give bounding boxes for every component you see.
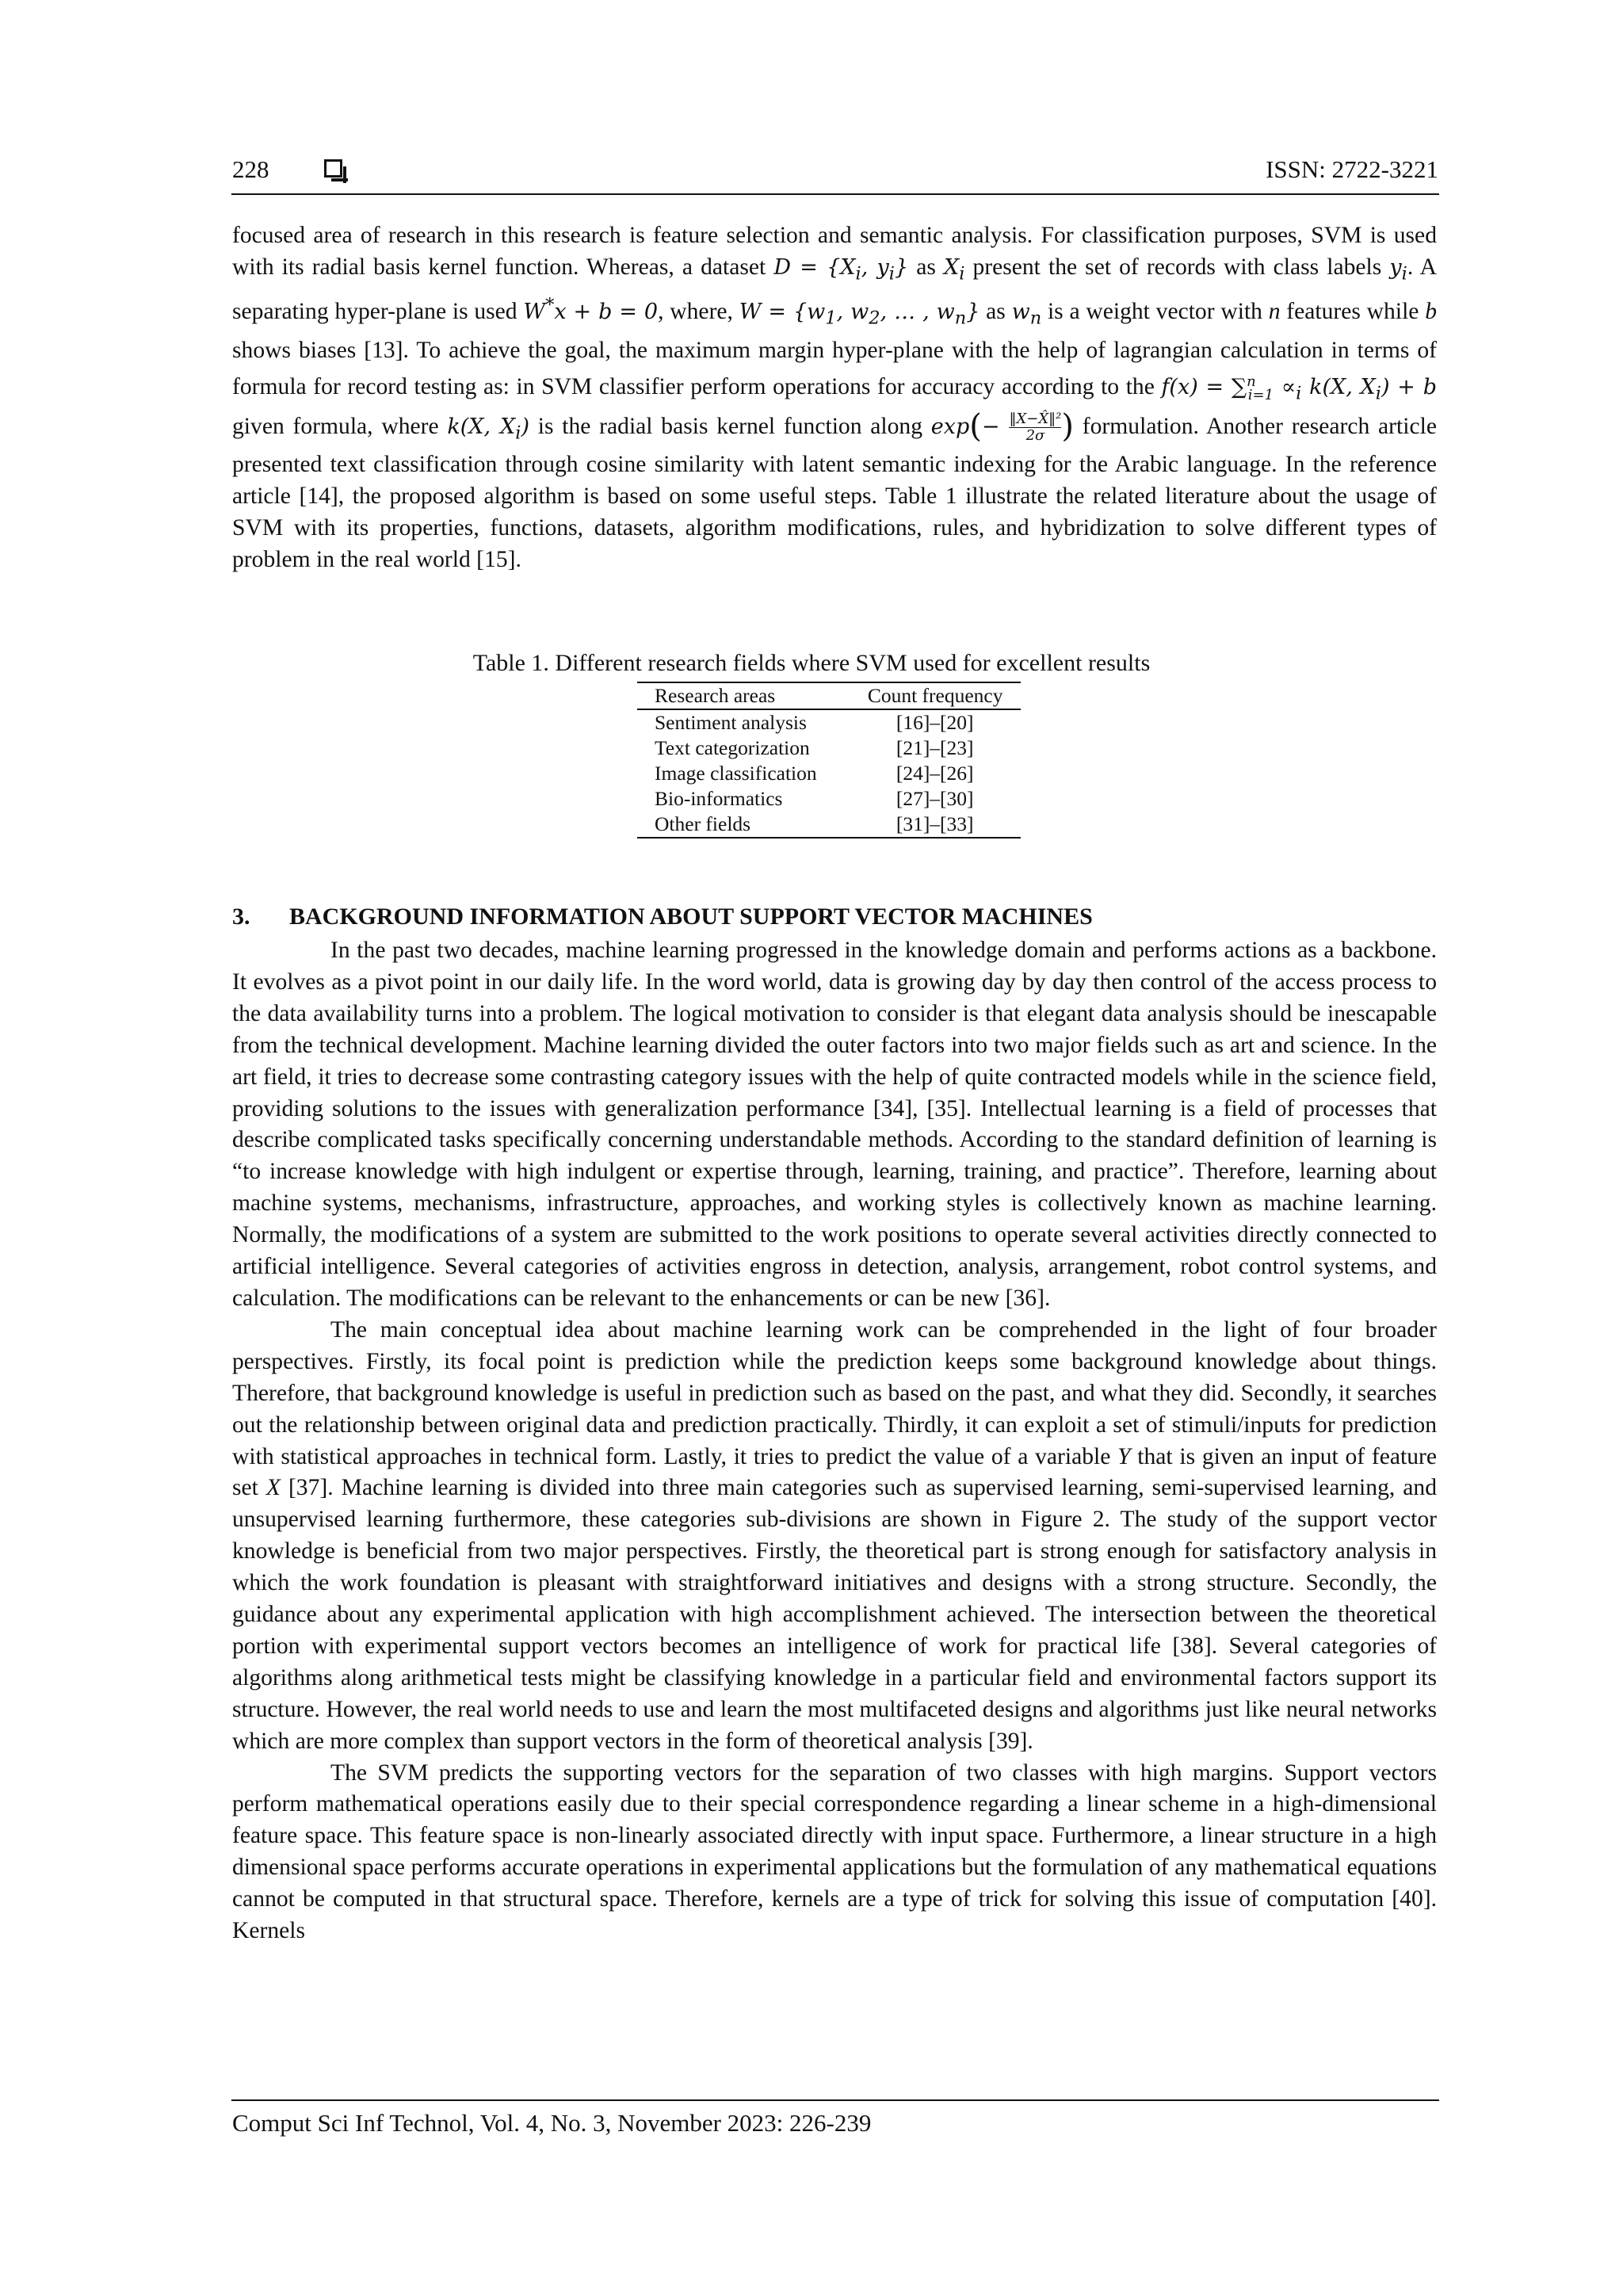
checkbox-glyph-icon — [324, 159, 342, 178]
table-cell: [21]–[23] — [896, 736, 974, 759]
table-cell: [31]–[33] — [896, 812, 974, 835]
section-title: BACKGROUND INFORMATION ABOUT SUPPORT VECTOR MACHINES — [289, 904, 1093, 930]
section-body — [232, 935, 1437, 1947]
table-cell: Bio-informatics — [655, 787, 783, 810]
footer-citation: Comput Sci Inf Technol, Vol. 4, No. 3, November 2023: 226-239 — [232, 2109, 872, 2137]
table-row — [637, 761, 1021, 786]
paragraph: In the past two decades, machine learning progressed in the knowledge domain and performs actions as a backbone. It evolves as a pivot point in our daily life. In the word world, data is growing day by day then control of the access process to the data availability turns into a problem. The logical motivation to consider is that elegant data analysis should be inescapable from the technical development. Machine learning divided the outer factors into two major fields such as art and science. In the art field, it tries to decrease some contrasting category issues with the help of quite contracted models while in the science field, providing solutions to the issues with generalization performance [34], [35]. Intellectual learning is a field of processes that describe complicated tasks specifically concerning understandable methods. According to the standard definition of learning is “to increase knowledge with high indulgent or expertise through, learning, training, and practice”. Therefore, learning about machine systems, mechanisms, infrastructure, approaches, and working styles is collectively known as machine learning. Normally, the modifications of a system are submitted to the work positions to operate several activities directly connected to artificial intelligence. Several categories of activities engross in detection, analysis, arrangement, robot control systems, and calculation. The modifications can be relevant to the enhancements or can be new [36]. — [232, 938, 1437, 1311]
research-fields-table — [637, 682, 1021, 839]
section-heading — [232, 904, 1093, 930]
table-row — [637, 735, 1021, 761]
table-cell: Image classification — [655, 762, 817, 785]
table-cell: Other fields — [655, 812, 751, 835]
intro-paragraph: focused area of research in this research is feature selection and semantic analysis. For classification purposes, SVM is used with its radial basis kernel function. Whereas, a dataset $D = \{X_i$, $y_i$} as $X_i$ present the set of records with class labels $y_i$. A separating hyper-plane is used W*x + b = 0, where, $W = \{w_1$, $w_2$, … , $w_n$} as $w_n$ is a weight vector with n features while b shows biases [13]. To achieve the goal, the maximum margin hyper-plane with the help of lagrangian calculation in terms of formula for record testing as: in SVM classifier perform operations for accuracy according to the $f(x) = \sum^n_{i=1} \propto_i$ k(X, $X_i) + b$ given formula, where k(X, $X_i$) is the radial basis kernel function along exp(− $\frac{\text{‖X−X̂‖²}}{2\sigma}$ ) formulation. Another research article presented text classification through cosine similarity with latent semantic indexing for the Arabic language. In the reference article [14], the proposed algorithm is based on some useful steps. Table 1 illustrate the related literature about the usage of SVM with its properties, functions, datasets, algorithm modifications, rules, and hybridization to solve different types of problem in the real world [15]. — [232, 223, 1438, 572]
table-header-row — [637, 682, 1021, 709]
column-header-research-areas: Research areas — [655, 684, 776, 707]
table-cell: [24]–[26] — [896, 762, 974, 785]
table-row — [637, 709, 1021, 735]
paragraph: The SVM predicts the supporting vectors for the separation of two classes with high margins. Support vectors perform mathematical operations easily due to their special correspondence regarding a linear scheme in a high-dimensional feature space. This feature space is non-linearly associated directly with input space. Furthermore, a linear structure in a high dimensional space performs accurate operations in experimental applications but the formulation of any mathematical equations cannot be computed in that structural space. Therefore, kernels are a type of trick for solving this issue of computation [40]. Kernels — [232, 1759, 1437, 1944]
paragraph: The main conceptual idea about machine learning work can be comprehended in the light of four broader perspectives. Firstly, its focal point is prediction while the prediction keeps some background knowledge about things. Therefore, that background knowledge is useful in prediction such as based on the past, and what they did. Secondly, it searches out the relationship between original data and prediction practically. Thirdly, it can exploit a set of stimuli/inputs for prediction with statistical approaches in technical form. Lastly, it tries to predict the value of a variable Y that is given an input of feature set X [37]. Machine learning is divided into three main categories such as supervised learning, semi-supervised learning, and unsupervised learning furthermore, these categories sub-divisions are shown in Figure 2. The study of the support vector knowledge is beneficial from two major perspectives. Firstly, the theoretical part is strong enough for satisfactory analysis in which the work foundation is pleasant with straightforward initiatives and designs with a strong structure. Secondly, the guidance about any experimental application with high accomplishment achieved. The intersection between the theoretical portion with experimental support vectors becomes an intelligence of work for practical life [38]. Several categories of algorithms along arithmetical tests might be classifying knowledge in a particular field and environmental factors support its structure. However, the real world needs to use and learn the most multifaceted designs and algorithms just like neural networks which are more complex than support vectors in the form of theoretical analysis [39]. — [232, 1316, 1437, 1754]
header-rule — [231, 193, 1439, 195]
table-row — [637, 786, 1021, 812]
column-header-count-frequency: Count frequency — [867, 684, 1003, 707]
table-cell: [16]–[20] — [896, 711, 974, 734]
issn-label: ISSN: 2722-3221 — [1266, 155, 1438, 183]
table-cell: [27]–[30] — [896, 787, 974, 810]
page-number: 228 — [232, 155, 269, 183]
table-cell: Text categorization — [655, 736, 810, 759]
table-caption: Table 1. Different research fields where SVM used for excellent results — [472, 650, 1151, 676]
table-cell: Sentiment analysis — [655, 711, 807, 734]
section-number: 3. — [232, 904, 250, 930]
footer-rule — [231, 2099, 1439, 2101]
table-row — [637, 812, 1021, 838]
